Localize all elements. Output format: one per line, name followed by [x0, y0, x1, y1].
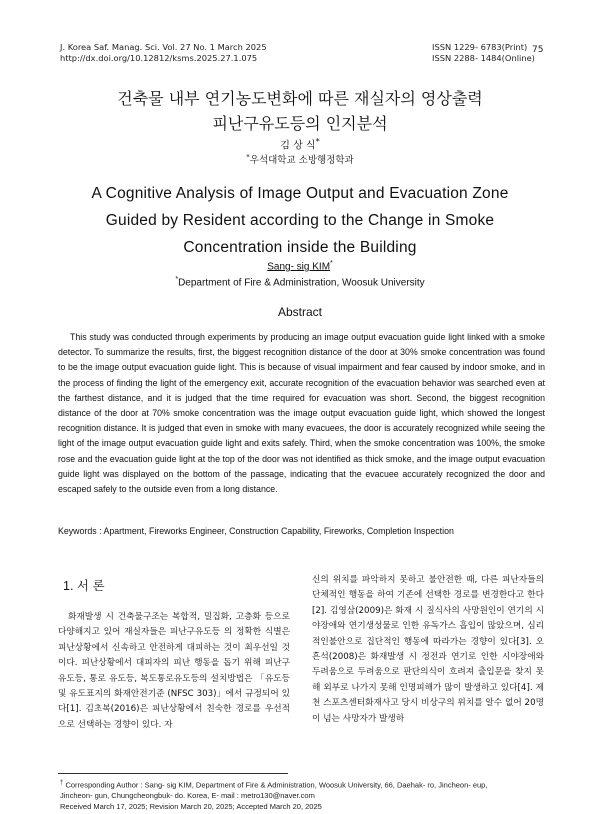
body-column-right [312, 573, 544, 727]
page-number: 75 [532, 45, 544, 55]
english-affiliation [0, 276, 600, 288]
body-paragraph-right: 신의 위치를 파악하지 못하고 불안전한 때, 다른 피난자들의 단체적인 행동을 하여 기존에 선택한 경로를 변경한다고 한다[2]. 김영삼(2009)은 화재 시 질식사의 사망원인이 연기의 시야장애와 연기생성물로 인한 유독가스 흡입이 많았으며, 심리적인불안으로 집단적인 행동에 따라가는 경향이 있다[3]. 오흔석(2008)은 화재발생 시 정전과 연기로 인한 시야장애와 두려움으로 두려움으로 판단의식이 흐려져 출입문을 찾지 못해 외부로 나가지 못해 인명피해가 많이 발생하고 있다[4]. 제천 스포츠센터화재사고 당시 비상구의 위치를 알수 없어 20명이 넘는 사망자가 발생하 [312, 575, 544, 724]
english-affiliation-mark: * [175, 276, 179, 283]
journal-header [60, 42, 267, 64]
abstract-text: This study was conducted through experiments by producing an image output evacuation guide light linked with a smoke detector. To summarize the results, first, the biggest recognition distance of the door at 30% smoke concentration was found to be the image output evacuation guide light. This is because of visual impairment and fear caused by indoor smoke, and in the process of finding the light of the emergency exit, accurate recognition of the evacuation behavior was searched even at the farthest distance, and it is judged that the time required for evacuation was short. Second, the biggest recognition distance of the door at 70% smoke concentration was the image output evacuation guide light, which showed the longest recognition distance. It is judged that even in smoke with many evacuees, the door is accurately recognized while seeing the light of the image output evacuation guide light and exits safely. Third, when the smoke concentration was 100%, the smoke rose and the evacuation guide light at the top of the door was not identified as thick smoke, and the image output evacuation guide light was displayed on the bottom of the passage, indicating that the evacuee accurately recognized the door and escaped safely to the outside even from a long distance. [58, 332, 545, 495]
korean-title-line2: 피난구유도등의 인지분석 [212, 114, 388, 133]
footnote-dates: Received March 17, 2025; Revision March 20, 2025; Accepted March 20, 2025 [60, 801, 322, 811]
english-title-line3: Concentration inside the Building [183, 239, 417, 256]
english-title [0, 180, 600, 261]
korean-title-line1: 건축물 내부 연기농도변화에 따른 재실자의 영상출력 [117, 89, 483, 108]
english-author-name: Sang- sig KIM [267, 261, 331, 273]
footnote-corresponding: Corresponding Author : Sang- sig KIM, Department of Fire & Administration, Woosuk University, 66, Daehak- ro, Jincheon- eup, [65, 780, 488, 790]
issn-block [432, 42, 535, 64]
footnote-rule [58, 773, 288, 774]
abstract-body [58, 330, 545, 497]
korean-affiliation-text: 우석대학교 소방행정학과 [249, 155, 354, 166]
english-title-line2: Guided by Resident according to the Change in Smoke [105, 212, 495, 229]
korean-title [0, 86, 600, 136]
english-title-line1: A Cognitive Analysis of Image Output and Evacuation Zone [91, 185, 509, 202]
abstract-heading: Abstract [277, 305, 322, 319]
journal-citation: J. Korea Saf. Manag. Sci. Vol. 27 No. 1 March 2025 [60, 42, 267, 52]
section-heading: 1. 서 론 [63, 579, 105, 593]
issn-print: ISSN 1229- 6783(Print) [432, 42, 528, 52]
footnote-line1 [60, 778, 550, 791]
korean-affiliation-mark: * [246, 152, 250, 161]
body-column-left [58, 610, 290, 733]
issn-online: ISSN 2288- 1484(Online) [432, 53, 535, 63]
body-paragraph-left: 화재발생 시 건축물구조는 복합적, 밀집화, 고층화 등으로 다양해지고 있어 재실자들은 피난구유도등 의 정확한 식별은 피난상황에서 신속하고 안전하게 대피하는 것이 최우선일 것이다. 피난상황에서 대피자의 피난 행동을 돕기 위해 피난구 유도등, 통로 유도등, 복도통로유도등의 설치방법은 「유도등 및 유도표지의 화재안전기준 (NFSC 303)」에서 규정되어 있다[1]. 김초복(2016)은 피난상황에서 친숙한 경로를 우선적으로 선택하는 경향이 있다. 자 [58, 612, 290, 730]
english-affiliation-text: Department of Fire & Administration, Woosuk University [178, 277, 425, 289]
korean-author-mark: * [315, 136, 320, 146]
keywords: Keywords : Apartment, Fireworks Engineer, Construction Capability, Fireworks, Completion Inspection [58, 526, 454, 536]
english-author [0, 260, 600, 272]
korean-author-name: 김 상 식 [280, 140, 316, 152]
footnote [60, 778, 550, 812]
doi-link[interactable]: http://dx.doi.org/10.12812/ksms.2025.27.1.075 [60, 53, 258, 63]
footnote-mark: † [60, 780, 64, 786]
footnote-line2: Jincheon- gun, Chungcheongbuk- do. Korea, E- mail : metro130@naver.com [60, 791, 315, 801]
korean-author [0, 136, 600, 151]
english-author-mark: * [330, 260, 333, 267]
korean-affiliation [0, 152, 600, 166]
